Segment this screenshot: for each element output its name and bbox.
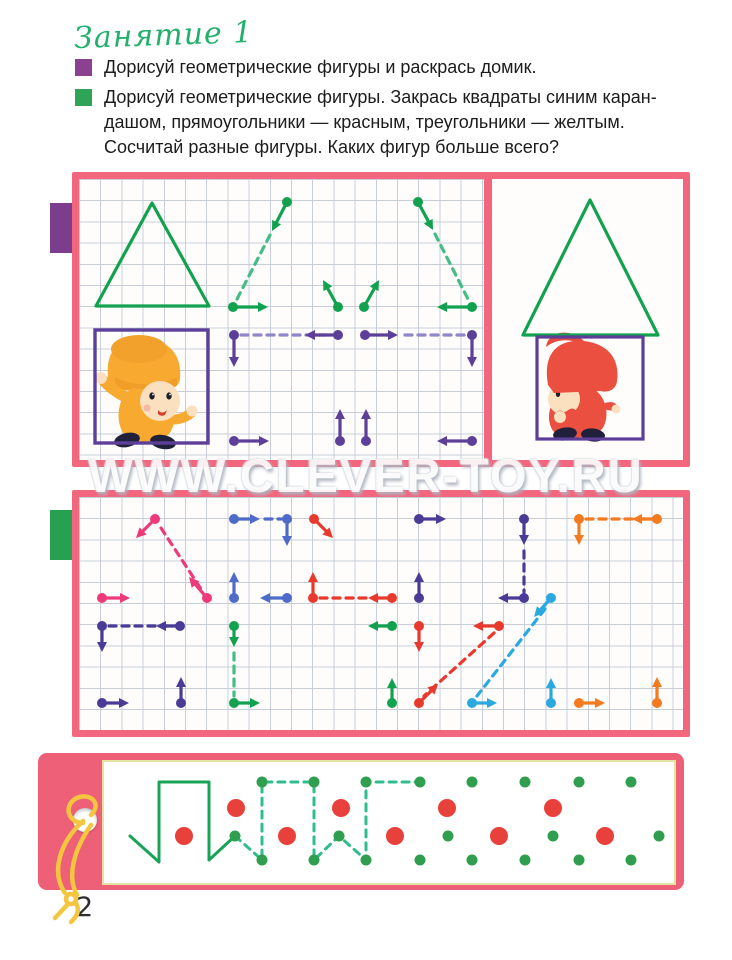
task1-bullet-square xyxy=(75,59,92,76)
page-title: Занятие 1 xyxy=(73,14,254,57)
gnome-yellow-illustration xyxy=(95,335,198,451)
task2-text-line2: дашом, прямоугольники — красным, треугольники — желтым. xyxy=(104,112,625,132)
watermark-text: WWW.CLEVER-TOY.RU xyxy=(88,449,644,502)
panel2-arrows-grid xyxy=(72,490,690,737)
gnome-red-illustration xyxy=(546,333,621,443)
zigzag-dots-drawing xyxy=(104,762,674,883)
tag-pattern-area xyxy=(102,760,676,885)
panel1-grid-area xyxy=(79,179,484,460)
page-number: 2 xyxy=(76,892,94,923)
task1-text: Дорисуй геометрические фигуры и раскрась домик. xyxy=(104,57,537,77)
task2-text-line1: Дорисуй геометрические фигуры. Закрась квадраты синим каран- xyxy=(104,87,657,107)
panel1-house-area xyxy=(492,179,683,460)
task2-bullet-square xyxy=(75,89,92,106)
panel1-trace-shapes xyxy=(72,172,690,467)
panel1-divider xyxy=(484,179,492,460)
task2-text-line3: Сосчитай разные фигуры. Каких фигур больше всего? xyxy=(104,137,559,157)
panel2-arrows-drawing xyxy=(79,497,683,730)
yellow-string-illustration xyxy=(25,765,135,935)
panel1-shapes-drawing xyxy=(79,179,484,460)
house-drawing xyxy=(492,179,683,460)
